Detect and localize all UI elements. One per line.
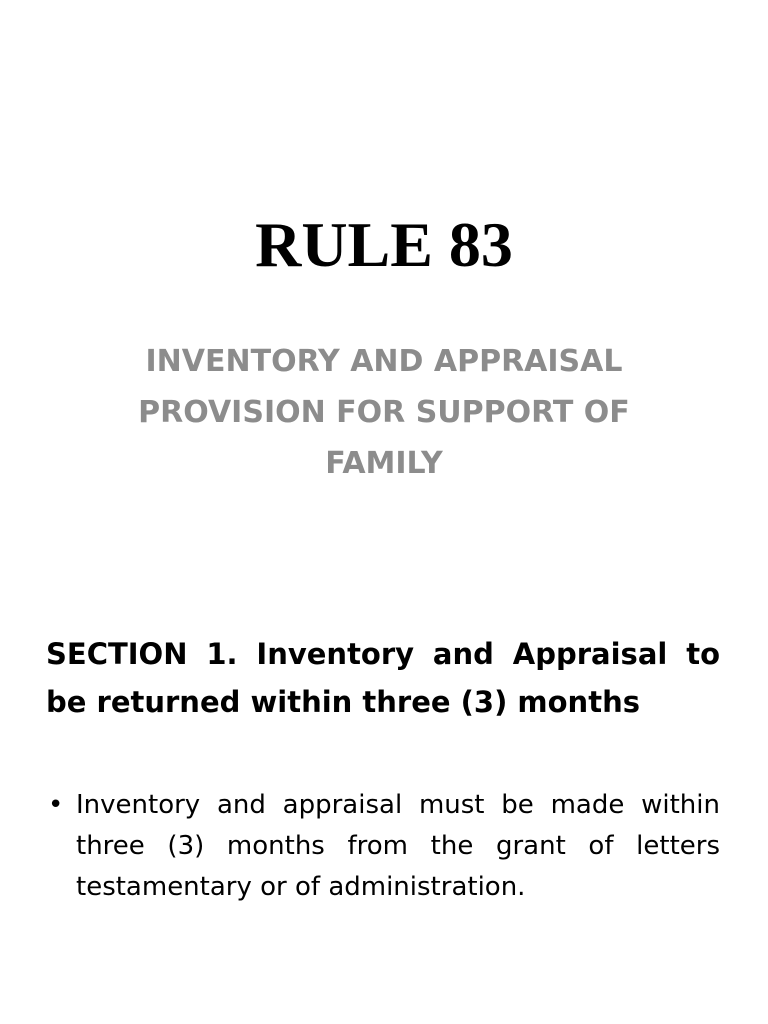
main-title: RULE 83	[255, 209, 513, 280]
bullet-item	[46, 785, 720, 908]
bullet-dot-icon: •	[48, 790, 64, 820]
bullet-text: Inventory and appraisal must be made within three (3) months from the grant of letters testamentary or of administration.	[76, 790, 720, 902]
subtitle: INVENTORY AND APPRAISAL PROVISION FOR SUPPORT OF FAMILY	[138, 344, 630, 481]
section-heading: SECTION 1. Inventory and Appraisal to be returned within three (3) months	[46, 637, 720, 719]
bullet-list	[46, 785, 720, 908]
content-slide	[0, 560, 768, 1024]
